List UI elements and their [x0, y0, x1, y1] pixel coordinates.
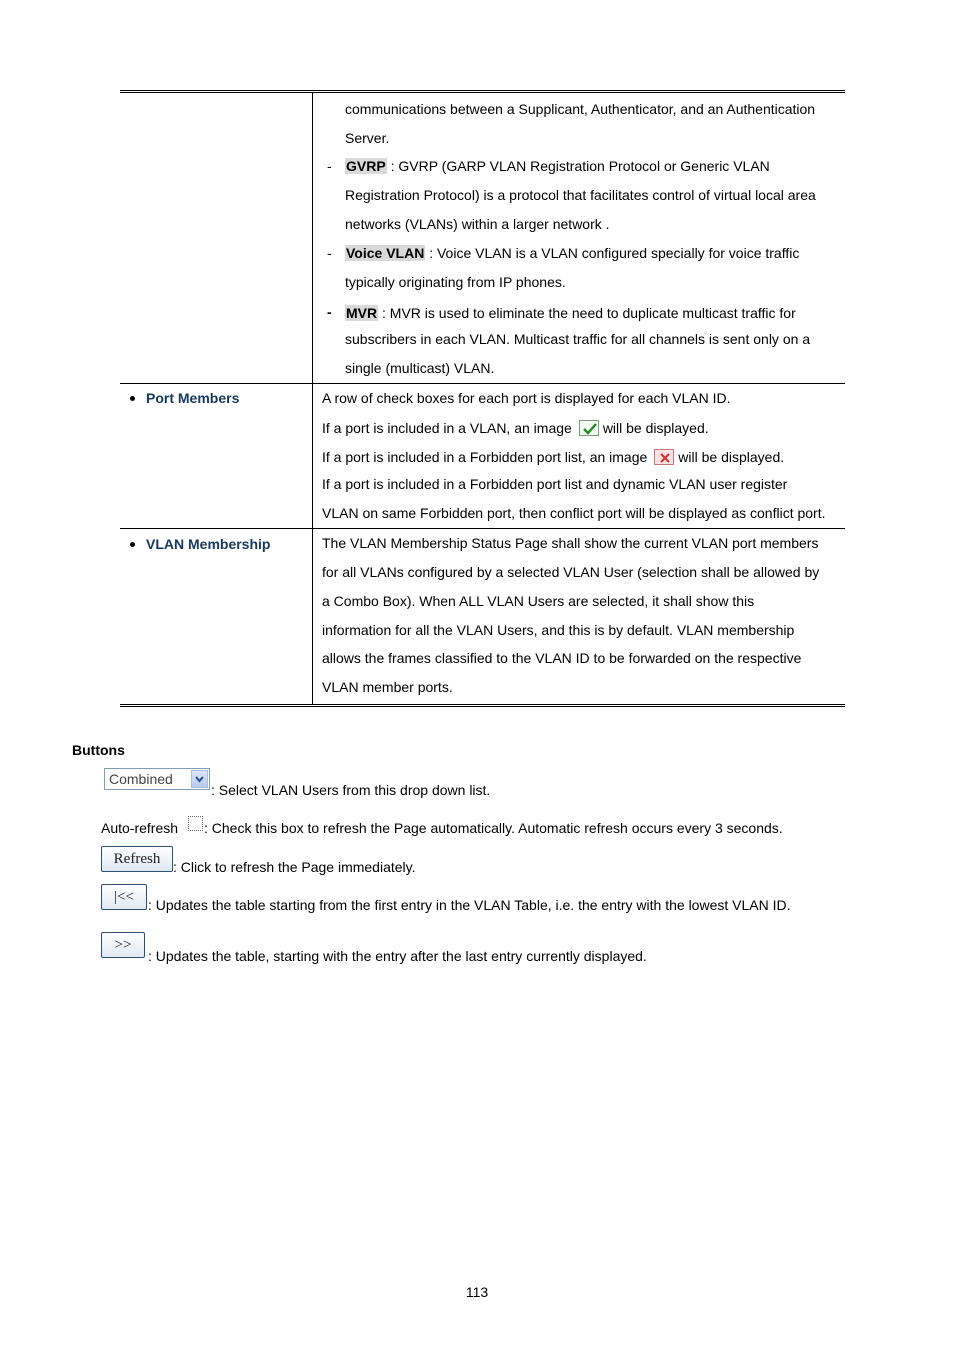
text-span: If a port is included in a Forbidden port list, an image [322, 449, 648, 465]
term-gvrp: GVRP [346, 158, 386, 174]
refresh-description: : Click to refresh the Page immediately. [173, 859, 416, 875]
text-span: will be displayed. [678, 449, 785, 465]
param-vlan-membership: VLAN Membership [146, 536, 271, 552]
refresh-button[interactable]: Refresh [101, 846, 173, 872]
list-item-voice-vlan [345, 245, 799, 261]
select-value: Combined [109, 771, 173, 787]
vlan-user-select[interactable] [104, 768, 210, 790]
autorefresh-description: : Check this box to refresh the Page automatically. Automatic refresh occurs every 3 seconds. [204, 820, 783, 836]
table-text-line: communications between a Supplicant, Authenticator, and an Authentication [345, 101, 816, 117]
table-text-line [322, 420, 709, 436]
table-text-line: Server. [345, 130, 390, 146]
section-title-buttons: Buttons [72, 742, 125, 758]
list-dash: - [327, 245, 332, 261]
page-number: 113 [465, 1284, 489, 1300]
checkmark-icon [579, 420, 599, 436]
table-text-line: The VLAN Membership Status Page shall show the current VLAN port members [322, 535, 819, 551]
table-text-line: VLAN member ports. [322, 679, 453, 695]
table-text-line: If a port is included in a Forbidden port list and dynamic VLAN user register [322, 476, 788, 492]
table-text-line: A row of check boxes for each port is displayed for each VLAN ID. [322, 390, 731, 406]
select-description: : Select VLAN Users from this drop down list. [211, 782, 491, 798]
column-divider [312, 93, 313, 704]
bullet [130, 396, 135, 401]
table-text-line: for all VLANs configured by a selected VLAN User (selection shall be allowed by [322, 564, 820, 580]
param-port-members: Port Members [146, 390, 240, 406]
term-voice-vlan: Voice VLAN [346, 245, 425, 261]
term-desc: : MVR is used to eliminate the need to duplicate multicast traffic for [378, 305, 796, 321]
next-page-description: : Updates the table, starting with the entry after the last entry currently displayed. [148, 948, 647, 964]
table-text-line: single (multicast) VLAN. [345, 360, 495, 376]
list-item-gvrp [345, 158, 770, 174]
text-span: If a port is included in a VLAN, an image [322, 420, 572, 436]
list-item-mvr [345, 305, 796, 321]
term-desc: : GVRP (GARP VLAN Registration Protocol or Generic VLAN [386, 158, 770, 174]
term-desc: : Voice VLAN is a VLAN configured specially for voice traffic [425, 245, 800, 261]
table-text-line: a Combo Box). When ALL VLAN Users are selected, it shall show this [322, 593, 755, 609]
table-text-line: Registration Protocol) is a protocol that facilitates control of virtual local area [345, 187, 816, 203]
next-page-button[interactable]: >> [101, 932, 145, 958]
table-text-line: VLAN on same Forbidden port, then conflict port will be displayed as conflict port. [322, 505, 826, 521]
table-text-line: information for all the VLAN Users, and this is by default. VLAN membership [322, 622, 795, 638]
term-mvr: MVR [346, 305, 378, 321]
autorefresh-label: Auto-refresh [101, 820, 179, 836]
table-text-line: typically originating from IP phones. [345, 274, 566, 290]
list-dash: - [327, 304, 332, 320]
text-span: will be displayed. [602, 420, 709, 436]
table-text-line: networks (VLANs) within a larger network . [345, 216, 610, 232]
row-divider [120, 383, 845, 384]
table-text-line: allows the frames classified to the VLAN ID to be forwarded on the respective [322, 650, 802, 666]
x-icon [654, 449, 674, 465]
row-divider [120, 528, 845, 529]
bullet [130, 542, 135, 547]
autorefresh-checkbox[interactable] [188, 816, 203, 831]
list-dash: - [327, 158, 332, 174]
table-text-line: subscribers in each VLAN. Multicast traffic for all channels is sent only on a [345, 331, 811, 347]
first-page-description: : Updates the table starting from the first entry in the VLAN Table, i.e. the entry with the lowest VLAN ID. [148, 897, 791, 913]
chevron-down-icon[interactable] [191, 770, 208, 788]
table-text-line [322, 449, 784, 465]
first-page-button[interactable]: |<< [101, 884, 147, 910]
